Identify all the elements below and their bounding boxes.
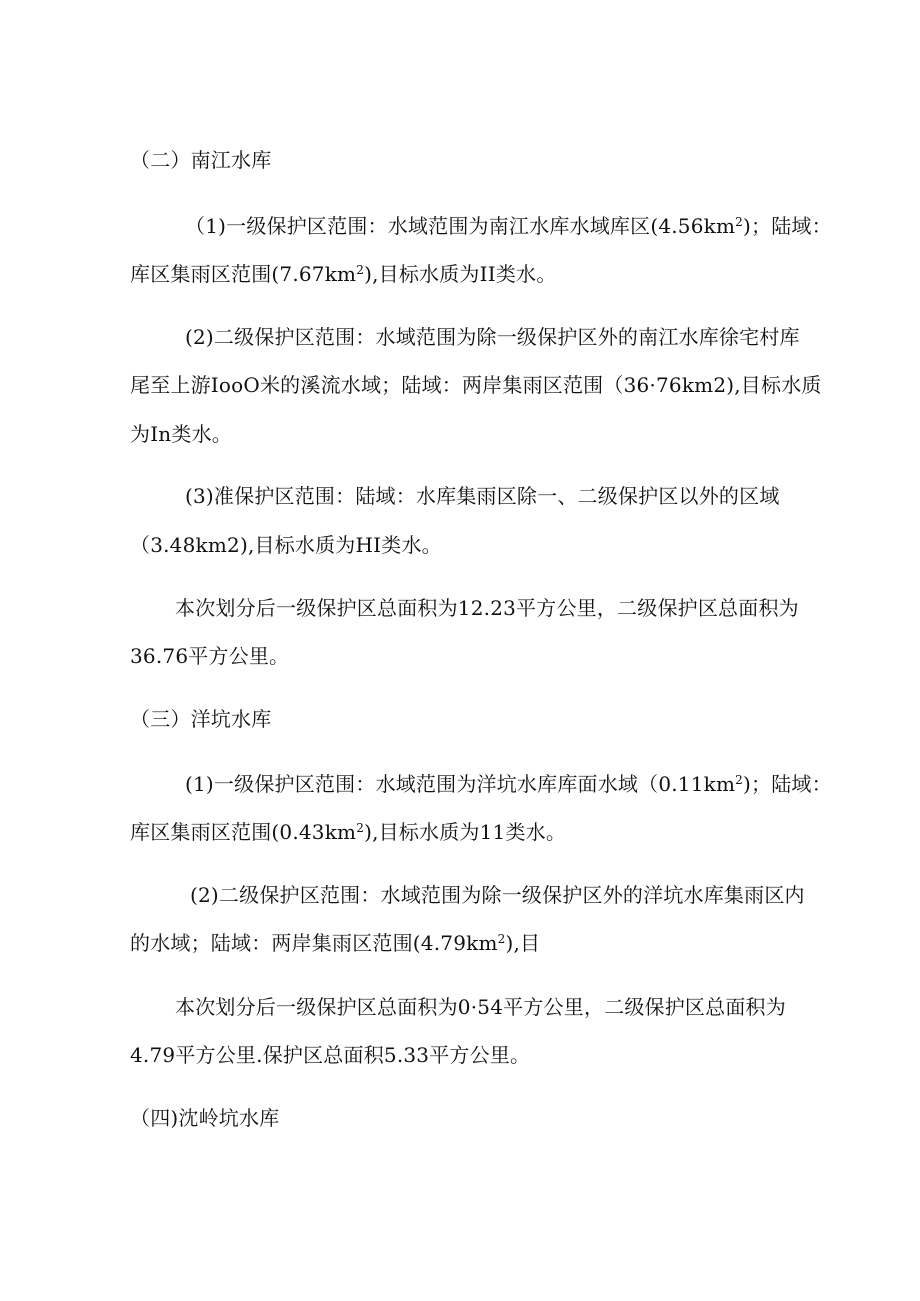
text-line — [175, 595, 799, 621]
text-segment: 库区集雨区范围(7.67km — [130, 262, 357, 286]
text-segment: 的水域；陆域：两岸集雨区范围(4.79km — [130, 931, 498, 955]
text-segment: 为In类水。 — [130, 422, 232, 446]
text-line — [185, 771, 832, 797]
text-line — [130, 930, 540, 956]
text-line — [185, 483, 780, 509]
text-segment: （1)一级保护区范围：水域范围为南江水库水域库区(4.56km — [185, 214, 736, 238]
text-segment: )；陆域： — [743, 772, 832, 796]
text-segment: (3)准保护区范围：陆域：水库集雨区除一、二级保护区以外的区域 — [185, 484, 780, 508]
text-line — [185, 324, 800, 350]
section-heading: （二）南江水库 — [130, 148, 272, 172]
text-segment: )；陆域： — [743, 214, 832, 238]
superscript: 2 — [356, 263, 365, 277]
text-segment: 本次划分后一级保护区总面积为12.23平方公里，二级保护区总面积为 — [175, 596, 799, 620]
text-line — [175, 994, 786, 1020]
text-segment: 尾至上游IooO米的溪流水域；陆域：两岸集雨区范围（36·76km2),目标水质 — [130, 373, 822, 397]
text-segment: (2)二级保护区范围：水域范围为除一级保护区外的南江水库徐宅村库 — [185, 325, 800, 349]
text-line — [130, 1042, 530, 1068]
text-line — [130, 819, 566, 845]
superscript: 2 — [497, 932, 506, 946]
text-segment: 36.76平方公里。 — [130, 644, 290, 668]
text-segment: (2)二级保护区范围：水域范围为除一级保护区外的洋坑水库集雨区内 — [190, 883, 805, 907]
text-segment: ),目标水质为II类水。 — [364, 262, 557, 286]
superscript: 2 — [356, 821, 365, 835]
text-line — [130, 261, 556, 287]
text-segment: 4.79平方公里.保护区总面积5.33平方公里。 — [130, 1043, 531, 1067]
text-line — [130, 421, 232, 447]
section-heading: （四)沈岭坑水库 — [130, 1106, 280, 1130]
text-segment: 本次划分后一级保护区总面积为0·54平方公里，二级保护区总面积为 — [175, 995, 786, 1019]
text-segment: （3.48km2),目标水质为HI类水。 — [130, 533, 442, 557]
text-line — [185, 213, 832, 239]
superscript: 2 — [735, 773, 743, 787]
text-line — [130, 372, 822, 398]
text-line — [190, 882, 805, 908]
text-segment: 库区集雨区范围(0.43km — [130, 820, 357, 844]
text-segment: ),目标水质为11类水。 — [364, 820, 567, 844]
text-segment: (1)一级保护区范围：水域范围为洋坑水库库面水域（0.11km — [185, 772, 736, 796]
text-line — [130, 532, 442, 558]
section-heading: （三）洋坑水库 — [130, 707, 272, 731]
superscript: 2 — [735, 215, 743, 229]
text-line — [130, 643, 289, 669]
text-segment: ),目 — [505, 931, 541, 955]
